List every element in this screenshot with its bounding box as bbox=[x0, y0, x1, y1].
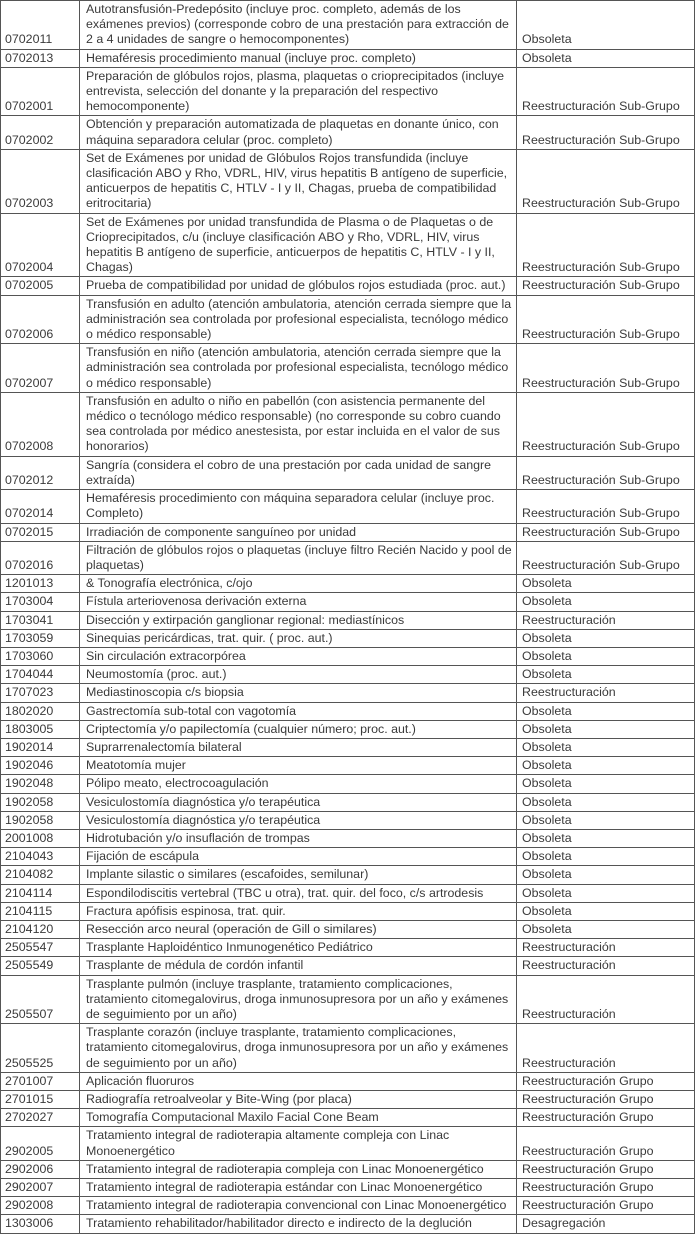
table-row bbox=[1, 1072, 695, 1090]
table-row bbox=[1, 213, 695, 277]
status-cell: Reestructuración Sub-Grupo bbox=[517, 295, 695, 344]
description-cell: Hemaféresis procedimiento manual (incluye proc. completo) bbox=[80, 49, 517, 67]
table-row bbox=[1, 1179, 695, 1197]
table-row bbox=[1, 1197, 695, 1215]
description-cell: Tratamiento integral de radioterapia compleja con Linac Monoenergético bbox=[80, 1160, 517, 1178]
table-row bbox=[1, 848, 695, 866]
table-row bbox=[1, 738, 695, 756]
table-row bbox=[1, 975, 695, 1024]
code-cell: 0702008 bbox=[1, 392, 80, 456]
status-cell: Obsoleta bbox=[517, 702, 695, 720]
code-cell: 0702012 bbox=[1, 456, 80, 489]
status-cell: Reestructuración Sub-Grupo bbox=[517, 490, 695, 523]
status-cell: Obsoleta bbox=[517, 1, 695, 50]
table-row bbox=[1, 1215, 695, 1233]
status-cell: Obsoleta bbox=[517, 593, 695, 611]
status-cell: Reestructuración Grupo bbox=[517, 1197, 695, 1215]
code-cell: 2902006 bbox=[1, 1160, 80, 1178]
code-cell: 1303006 bbox=[1, 1215, 80, 1233]
status-cell: Obsoleta bbox=[517, 49, 695, 67]
description-cell: & Tonografía electrónica, c/ojo bbox=[80, 575, 517, 593]
code-cell: 0702007 bbox=[1, 344, 80, 393]
code-cell: 2505547 bbox=[1, 939, 80, 957]
description-cell: Tomografía Computacional Maxilo Facial Cone Beam bbox=[80, 1109, 517, 1127]
status-cell: Reestructuración bbox=[517, 611, 695, 629]
code-cell: 1703004 bbox=[1, 593, 80, 611]
procedures-table-body bbox=[1, 0, 695, 1233]
status-cell: Reestructuración Sub-Grupo bbox=[517, 213, 695, 277]
table-row bbox=[1, 49, 695, 67]
status-cell: Obsoleta bbox=[517, 884, 695, 902]
status-cell: Reestructuración Sub-Grupo bbox=[517, 456, 695, 489]
table-row bbox=[1, 1109, 695, 1127]
description-cell: Meatotomía mujer bbox=[80, 757, 517, 775]
status-cell: Reestructuración Grupo bbox=[517, 1091, 695, 1109]
code-cell: 0702013 bbox=[1, 49, 80, 67]
code-cell: 0702004 bbox=[1, 213, 80, 277]
table-row bbox=[1, 575, 695, 593]
code-cell: 2104082 bbox=[1, 866, 80, 884]
code-cell: 0702005 bbox=[1, 277, 80, 295]
code-cell: 1902048 bbox=[1, 775, 80, 793]
status-cell: Obsoleta bbox=[517, 848, 695, 866]
description-cell: Sin circulación extracorpórea bbox=[80, 647, 517, 665]
description-cell: Irradiación de componente sanguíneo por unidad bbox=[80, 523, 517, 541]
table-row bbox=[1, 1160, 695, 1178]
table-row bbox=[1, 1024, 695, 1073]
description-cell: Fístula arteriovenosa derivación externa bbox=[80, 593, 517, 611]
description-cell: Set de Exámenes por unidad de Glóbulos Rojos transfundida (incluye clasificación ABO y Rho, VDRL, HIV, virus hepatitis B antígeno de superficie, anticuerpos de hepatitis C, HTLV - I y II, Chagas, prueba de compatibilidad eritrocitaria) bbox=[80, 149, 517, 213]
description-cell: Tratamiento integral de radioterapia estándar con Linac Monoenergético bbox=[80, 1179, 517, 1197]
code-cell: 0702016 bbox=[1, 541, 80, 574]
table-row bbox=[1, 902, 695, 920]
code-cell: 0702006 bbox=[1, 295, 80, 344]
description-cell: Hemaféresis procedimiento con máquina separadora celular (incluye proc. Completo) bbox=[80, 490, 517, 523]
table-row bbox=[1, 666, 695, 684]
description-cell: Fractura apófisis espinosa, trat. quir. bbox=[80, 902, 517, 920]
status-cell: Reestructuración Sub-Grupo bbox=[517, 67, 695, 116]
description-cell: Transfusión en adulto (atención ambulatoria, atención cerrada siempre que la administración sea controlada por profesional especialista, tecnólogo médico o médico responsable) bbox=[80, 295, 517, 344]
table-row bbox=[1, 647, 695, 665]
code-cell: 1802020 bbox=[1, 702, 80, 720]
status-cell: Reestructuración Sub-Grupo bbox=[517, 392, 695, 456]
code-cell: 1704044 bbox=[1, 666, 80, 684]
status-cell: Obsoleta bbox=[517, 811, 695, 829]
status-cell: Reestructuración Grupo bbox=[517, 1160, 695, 1178]
table-row bbox=[1, 456, 695, 489]
description-cell: Trasplante Haploidéntico Inmunogenético Pediátrico bbox=[80, 939, 517, 957]
table-row bbox=[1, 593, 695, 611]
status-cell: Obsoleta bbox=[517, 920, 695, 938]
table-row bbox=[1, 757, 695, 775]
description-cell: Obtención y preparación automatizada de plaquetas en donante único, con máquina separadora celular (proc. completo) bbox=[80, 116, 517, 149]
table-row bbox=[1, 392, 695, 456]
status-cell: Reestructuración Sub-Grupo bbox=[517, 116, 695, 149]
code-cell: 0702001 bbox=[1, 67, 80, 116]
code-cell: 0702015 bbox=[1, 523, 80, 541]
description-cell: Prueba de compatibilidad por unidad de glóbulos rojos estudiada (proc. aut.) bbox=[80, 277, 517, 295]
description-cell: Sinequias pericárdicas, trat. quir. ( proc. aut.) bbox=[80, 629, 517, 647]
table-row bbox=[1, 344, 695, 393]
description-cell: Tratamiento rehabilitador/habilitador directo e indirecto de la deglución bbox=[80, 1215, 517, 1233]
code-cell: 2701015 bbox=[1, 1091, 80, 1109]
status-cell: Obsoleta bbox=[517, 757, 695, 775]
status-cell: Obsoleta bbox=[517, 575, 695, 593]
table-row bbox=[1, 720, 695, 738]
code-cell: 2505549 bbox=[1, 957, 80, 975]
table-row bbox=[1, 829, 695, 847]
description-cell: Trasplante pulmón (incluye trasplante, tratamiento complicaciones, tratamiento citomegalovirus, droga inmunosupresora por un año y exámenes de seguimiento por un año) bbox=[80, 975, 517, 1024]
status-cell: Reestructuración Grupo bbox=[517, 1127, 695, 1160]
code-cell: 2902005 bbox=[1, 1127, 80, 1160]
code-cell: 1902046 bbox=[1, 757, 80, 775]
code-cell: 2104120 bbox=[1, 920, 80, 938]
description-cell: Vesiculostomía diagnóstica y/o terapéutica bbox=[80, 793, 517, 811]
description-cell: Transfusión en adulto o niño en pabellón (con asistencia permanente del médico o tecnólogo médico responsable) (no corresponde su cobro cuando sea controlada por médico anestesista, por estar incluida en el valor de sus honorarios) bbox=[80, 392, 517, 456]
status-cell: Reestructuración bbox=[517, 957, 695, 975]
status-cell: Reestructuración Sub-Grupo bbox=[517, 277, 695, 295]
status-cell: Obsoleta bbox=[517, 629, 695, 647]
code-cell: 0702002 bbox=[1, 116, 80, 149]
description-cell: Mediastinoscopia c/s biopsia bbox=[80, 684, 517, 702]
code-cell: 1902058 bbox=[1, 811, 80, 829]
status-cell: Reestructuración Grupo bbox=[517, 1109, 695, 1127]
table-row bbox=[1, 629, 695, 647]
description-cell: Disección y extirpación ganglionar regional: mediastínicos bbox=[80, 611, 517, 629]
description-cell: Pólipo meato, electrocoagulación bbox=[80, 775, 517, 793]
description-cell: Fijación de escápula bbox=[80, 848, 517, 866]
table-row bbox=[1, 702, 695, 720]
code-cell: 1703041 bbox=[1, 611, 80, 629]
status-cell: Obsoleta bbox=[517, 720, 695, 738]
status-cell: Obsoleta bbox=[517, 647, 695, 665]
description-cell: Aplicación fluoruros bbox=[80, 1072, 517, 1090]
status-cell: Reestructuración Sub-Grupo bbox=[517, 344, 695, 393]
description-cell: Criptectomía y/o papilectomía (cualquier número; proc. aut.) bbox=[80, 720, 517, 738]
description-cell: Trasplante corazón (incluye trasplante, tratamiento complicaciones, tratamiento citomegalovirus, droga inmunosupresora por un año y exámenes de seguimiento por un año) bbox=[80, 1024, 517, 1073]
table-row bbox=[1, 866, 695, 884]
status-cell: Obsoleta bbox=[517, 866, 695, 884]
status-cell: Reestructuración bbox=[517, 1024, 695, 1073]
table-row bbox=[1, 149, 695, 213]
table-row bbox=[1, 939, 695, 957]
description-cell: Gastrectomía sub-total con vagotomía bbox=[80, 702, 517, 720]
description-cell: Tratamiento integral de radioterapia convencional con Linac Monoenergético bbox=[80, 1197, 517, 1215]
status-cell: Obsoleta bbox=[517, 738, 695, 756]
code-cell: 2702027 bbox=[1, 1109, 80, 1127]
status-cell: Obsoleta bbox=[517, 793, 695, 811]
code-cell: 2104114 bbox=[1, 884, 80, 902]
description-cell: Radiografía retroalveolar y Bite-Wing (por placa) bbox=[80, 1091, 517, 1109]
table-row bbox=[1, 1, 695, 50]
status-cell: Reestructuración Sub-Grupo bbox=[517, 149, 695, 213]
description-cell: Sangría (considera el cobro de una prestación por cada unidad de sangre extraída) bbox=[80, 456, 517, 489]
code-cell: 1803005 bbox=[1, 720, 80, 738]
table-row bbox=[1, 920, 695, 938]
table-row bbox=[1, 811, 695, 829]
status-cell: Reestructuración Grupo bbox=[517, 1072, 695, 1090]
table-row bbox=[1, 541, 695, 574]
table-row bbox=[1, 793, 695, 811]
description-cell: Autotransfusión-Predepósito (incluye proc. completo, además de los exámenes previos) (corresponde cobro de una prestación para extracción de 2 a 4 unidades de sangre o hemocomponentes) bbox=[80, 1, 517, 50]
status-cell: Reestructuración Grupo bbox=[517, 1179, 695, 1197]
description-cell: Espondilodiscitis vertebral (TBC u otra), trat. quir. del foco, c/s artrodesis bbox=[80, 884, 517, 902]
status-cell: Reestructuración bbox=[517, 975, 695, 1024]
table-row bbox=[1, 684, 695, 702]
table-row bbox=[1, 611, 695, 629]
table-row bbox=[1, 523, 695, 541]
status-cell: Reestructuración bbox=[517, 939, 695, 957]
status-cell: Desagregación bbox=[517, 1215, 695, 1233]
description-cell: Filtración de glóbulos rojos o plaquetas (incluye filtro Recién Nacido y pool de plaquetas) bbox=[80, 541, 517, 574]
code-cell: 1902014 bbox=[1, 738, 80, 756]
table-row bbox=[1, 490, 695, 523]
description-cell: Preparación de glóbulos rojos, plasma, plaquetas o crioprecipitados (incluye entrevista, selección del donante y la preparación del respectivo hemocomponente) bbox=[80, 67, 517, 116]
table-row bbox=[1, 775, 695, 793]
code-cell: 2505507 bbox=[1, 975, 80, 1024]
code-cell: 1703059 bbox=[1, 629, 80, 647]
table-row bbox=[1, 1091, 695, 1109]
code-cell: 2701007 bbox=[1, 1072, 80, 1090]
status-cell: Obsoleta bbox=[517, 829, 695, 847]
table-row bbox=[1, 295, 695, 344]
description-cell: Resección arco neural (operación de Gill o similares) bbox=[80, 920, 517, 938]
description-cell: Neumostomía (proc. aut.) bbox=[80, 666, 517, 684]
status-cell: Obsoleta bbox=[517, 666, 695, 684]
table-row bbox=[1, 116, 695, 149]
code-cell: 0702011 bbox=[1, 1, 80, 50]
code-cell: 2902007 bbox=[1, 1179, 80, 1197]
description-cell: Transfusión en niño (atención ambulatoria, atención cerrada siempre que la administración sea controlada por profesional especialista, tecnólogo médico o médico responsable) bbox=[80, 344, 517, 393]
code-cell: 0702003 bbox=[1, 149, 80, 213]
description-cell: Vesiculostomía diagnóstica y/o terapéutica bbox=[80, 811, 517, 829]
table-row bbox=[1, 957, 695, 975]
code-cell: 2902008 bbox=[1, 1197, 80, 1215]
table-row bbox=[1, 67, 695, 116]
code-cell: 2001008 bbox=[1, 829, 80, 847]
code-cell: 1707023 bbox=[1, 684, 80, 702]
code-cell: 2505525 bbox=[1, 1024, 80, 1073]
status-cell: Reestructuración Sub-Grupo bbox=[517, 523, 695, 541]
table-row bbox=[1, 884, 695, 902]
description-cell: Tratamiento integral de radioterapia altamente compleja con Linac Monoenergético bbox=[80, 1127, 517, 1160]
code-cell: 2104115 bbox=[1, 902, 80, 920]
status-cell: Obsoleta bbox=[517, 902, 695, 920]
table-row bbox=[1, 1127, 695, 1160]
code-cell: 1902058 bbox=[1, 793, 80, 811]
status-cell: Reestructuración Sub-Grupo bbox=[517, 541, 695, 574]
description-cell: Suprarrenalectomía bilateral bbox=[80, 738, 517, 756]
table-row bbox=[1, 277, 695, 295]
description-cell: Implante silastic o similares (escafoides, semilunar) bbox=[80, 866, 517, 884]
code-cell: 1703060 bbox=[1, 647, 80, 665]
description-cell: Hidrotubación y/o insuflación de trompas bbox=[80, 829, 517, 847]
status-cell: Reestructuración bbox=[517, 684, 695, 702]
code-cell: 0702014 bbox=[1, 490, 80, 523]
description-cell: Set de Exámenes por unidad transfundida de Plasma o de Plaquetas o de Crioprecipitados, c/u (incluye clasificación ABO y Rho, VDRL, HIV, virus hepatitis B antígeno de superficie, anticuerpos de hepatitis C, HTLV - I y II, Chagas) bbox=[80, 213, 517, 277]
code-cell: 1201013 bbox=[1, 575, 80, 593]
status-cell: Obsoleta bbox=[517, 775, 695, 793]
code-cell: 2104043 bbox=[1, 848, 80, 866]
description-cell: Trasplante de médula de cordón infantil bbox=[80, 957, 517, 975]
